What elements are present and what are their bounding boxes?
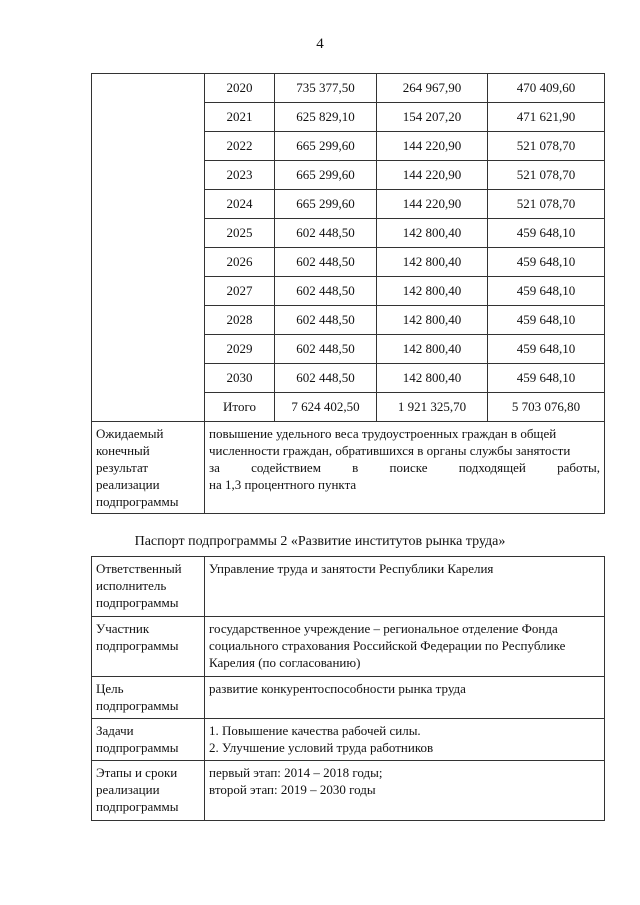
finance-cell-total: 602 448,50 [275, 219, 377, 248]
label-line: реализации [96, 477, 160, 492]
finance-cell-col3: 521 078,70 [488, 190, 605, 219]
passport-row [92, 761, 605, 821]
passport-text [205, 677, 605, 719]
label-line: подпрограммы [96, 799, 179, 814]
finance-cell-total: 625 829,10 [275, 103, 377, 132]
passport-label [92, 557, 205, 617]
finance-cell-total: 665 299,60 [275, 161, 377, 190]
financing-table [91, 73, 605, 514]
finance-cell-total: 602 448,50 [275, 277, 377, 306]
passport-table [91, 556, 605, 821]
finance-cell-col2: 144 220,90 [377, 132, 488, 161]
label-line: подпрограммы [96, 638, 179, 653]
text-line: 2. Улучшение условий труда работников [209, 740, 434, 755]
finance-cell-col2: 264 967,90 [377, 74, 488, 103]
finance-cell-year: 2020 [205, 74, 275, 103]
label-line: конечный [96, 443, 150, 458]
label-line: Ожидаемый [96, 426, 164, 441]
text-line: повышение удельного веса трудоустроенных граждан в общей [209, 426, 557, 441]
finance-cell-col2: 142 800,40 [377, 219, 488, 248]
finance-cell-total: 7 624 402,50 [275, 393, 377, 422]
finance-cell-col3: 470 409,60 [488, 74, 605, 103]
passport-row [92, 617, 605, 677]
finance-cell-col3: 521 078,70 [488, 132, 605, 161]
finance-cell-total: 665 299,60 [275, 190, 377, 219]
finance-cell-total: 602 448,50 [275, 306, 377, 335]
finance-cell-total: 665 299,60 [275, 132, 377, 161]
expected-result-text [205, 422, 605, 514]
finance-cell-col2: 142 800,40 [377, 364, 488, 393]
blank-label-cell [92, 74, 205, 422]
finance-cell-year: 2022 [205, 132, 275, 161]
label-line: подпрограммы [96, 740, 179, 755]
finance-cell-col2: 1 921 325,70 [377, 393, 488, 422]
label-line: исполнитель [96, 578, 167, 593]
passport-label [92, 677, 205, 719]
finance-cell-year: 2029 [205, 335, 275, 364]
finance-cell-col2: 142 800,40 [377, 277, 488, 306]
finance-row [92, 74, 605, 103]
finance-cell-year: 2028 [205, 306, 275, 335]
finance-cell-total: 602 448,50 [275, 248, 377, 277]
passport-row [92, 557, 605, 617]
label-line: Цель [96, 681, 124, 696]
finance-cell-year: 2030 [205, 364, 275, 393]
finance-cell-total: 735 377,50 [275, 74, 377, 103]
passport-label [92, 719, 205, 761]
label-line: Ответственный [96, 561, 182, 576]
finance-cell-col2: 144 220,90 [377, 161, 488, 190]
finance-cell-year: 2025 [205, 219, 275, 248]
finance-cell-col2: 154 207,20 [377, 103, 488, 132]
passport-title: Паспорт подпрограммы 2 «Развитие институтов рынка труда» [134, 534, 506, 549]
finance-cell-col3: 459 648,10 [488, 219, 605, 248]
label-line: Участник [96, 621, 150, 636]
text-line: Управление труда и занятости Республики Карелия [209, 561, 494, 576]
finance-cell-col3: 459 648,10 [488, 248, 605, 277]
label-line: реализации [96, 782, 160, 797]
finance-cell-col3: 5 703 076,80 [488, 393, 605, 422]
text-line: социального страхования Российской Федерации по Республике [209, 638, 566, 653]
passport-text [205, 761, 605, 821]
text-line: развитие конкурентоспособности рынка труда [209, 681, 466, 696]
label-line: подпрограммы [96, 494, 179, 509]
finance-cell-col2: 142 800,40 [377, 248, 488, 277]
finance-cell-col3: 471 621,90 [488, 103, 605, 132]
label-line: подпрограммы [96, 595, 179, 610]
text-line: за содействием в поиске подходящей работы, [209, 460, 600, 475]
passport-row [92, 677, 605, 719]
text-line: государственное учреждение – региональное отделение Фонда [209, 621, 558, 636]
finance-cell-col3: 459 648,10 [488, 364, 605, 393]
expected-result-row [92, 422, 605, 514]
label-line: Этапы и сроки [96, 765, 178, 780]
page-number: 4 [316, 36, 324, 52]
label-line: результат [96, 460, 149, 475]
finance-cell-col3: 459 648,10 [488, 306, 605, 335]
finance-cell-year: 2026 [205, 248, 275, 277]
passport-text [205, 617, 605, 677]
label-line: Задачи [96, 723, 134, 738]
passport-label [92, 617, 205, 677]
text-line: первый этап: 2014 – 2018 годы; [209, 765, 383, 780]
passport-row [92, 719, 605, 761]
finance-cell-col2: 142 800,40 [377, 335, 488, 364]
finance-cell-col3: 459 648,10 [488, 277, 605, 306]
passport-text [205, 557, 605, 617]
finance-cell-total: 602 448,50 [275, 335, 377, 364]
passport-text [205, 719, 605, 761]
text-line: Карелия (по согласованию) [209, 655, 361, 670]
text-line: второй этап: 2019 – 2030 годы [209, 782, 376, 797]
finance-cell-col2: 144 220,90 [377, 190, 488, 219]
finance-cell-year: Итого [205, 393, 275, 422]
text-line: 1. Повышение качества рабочей силы. [209, 723, 421, 738]
expected-result-label [92, 422, 205, 514]
label-line: подпрограммы [96, 698, 179, 713]
finance-cell-year: 2023 [205, 161, 275, 190]
finance-cell-col2: 142 800,40 [377, 306, 488, 335]
finance-cell-year: 2024 [205, 190, 275, 219]
passport-label [92, 761, 205, 821]
text-line: на 1,3 процентного пункта [209, 477, 357, 492]
text-line: численности граждан, обратившихся в органы службы занятости [209, 443, 571, 458]
finance-cell-year: 2027 [205, 277, 275, 306]
finance-cell-col3: 459 648,10 [488, 335, 605, 364]
finance-cell-total: 602 448,50 [275, 364, 377, 393]
finance-cell-col3: 521 078,70 [488, 161, 605, 190]
finance-cell-year: 2021 [205, 103, 275, 132]
